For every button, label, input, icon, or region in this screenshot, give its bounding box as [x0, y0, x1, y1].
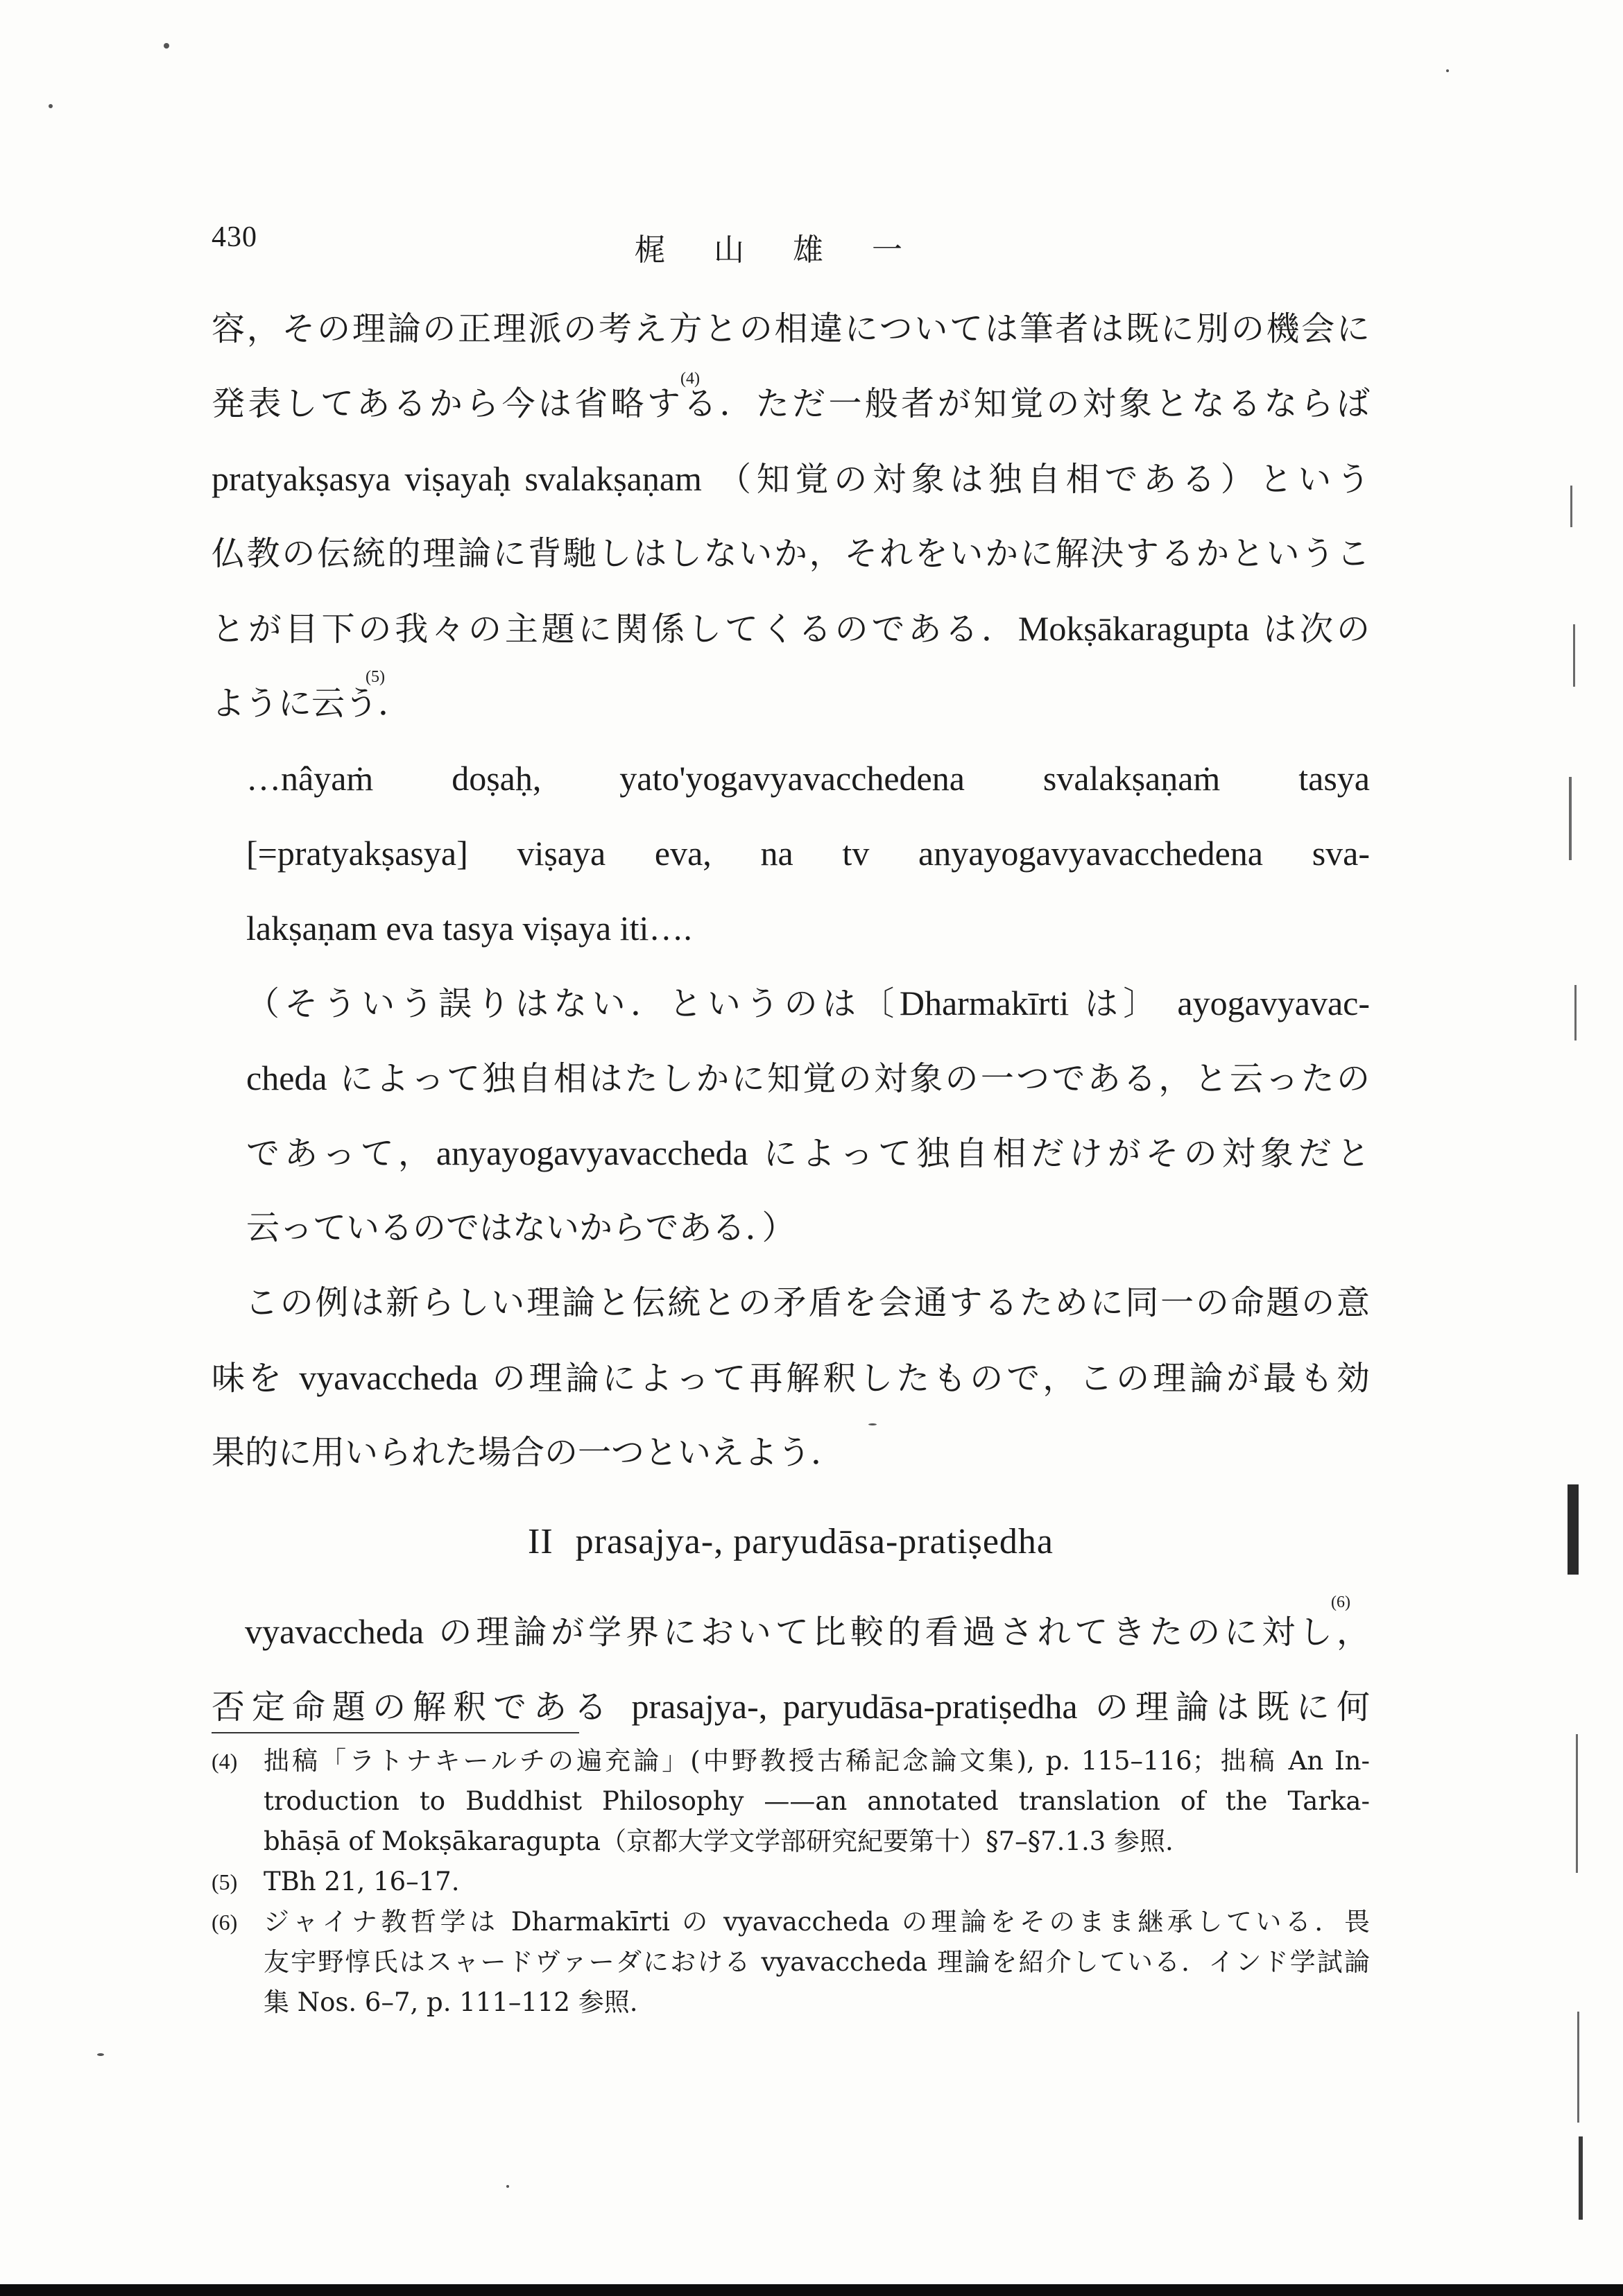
page-header: [212, 221, 1363, 269]
sanskrit-quote-line-1: …nâyaṁ doṣaḥ, yato'yogavyavacchedena svalakṣaṇaṁ tasya: [246, 759, 1370, 798]
paragraph-3-line-1-rest: の理論が学界において比較的看過されてきたのに対し，: [438, 1613, 1370, 1652]
footnote-ref-5: (5): [366, 668, 385, 686]
name-dharmakirti: Dharmakīrti: [899, 984, 1070, 1022]
paragraph-2-line-2: [212, 1340, 1370, 1415]
footnote-line: ジャイナ教哲学は Dharmakīrti の vyavaccheda の理論をそのまま継承している．畏: [264, 1907, 1370, 1937]
paragraph-3-line-2-b: の理論は既に何: [1094, 1688, 1370, 1727]
paragraph-1-line-3: [212, 441, 1370, 516]
term-anyayogavyavaccheda: anyayogavyavaccheda: [436, 1133, 748, 1172]
footnote-separator: [212, 1732, 579, 1733]
footnote-line: bhāṣā of Mokṣākaragupta（京都大学文学部研究紀要第十）§7–§7.1.3 参照.: [264, 1826, 1174, 1856]
section-title: prasajya-, paryudāsa-pratiṣedha: [575, 1522, 1054, 1561]
edge-mark: [1569, 777, 1572, 860]
term-prasajya-paryudasa: prasajya-, paryudāsa-pratiṣedha: [631, 1687, 1078, 1726]
term-vyavaccheda: vyavaccheda: [299, 1358, 479, 1397]
sanskrit-quote-line-2: [=pratyakṣasya] viṣaya eva, na tv anyayogavyavacchedena sva-: [246, 834, 1370, 873]
page-number: 430: [212, 221, 257, 253]
paragraph-1-line-2: [212, 366, 1370, 441]
sanskrit-phrase: pratyakṣasya viṣayaḥ svalakṣaṇam: [212, 459, 702, 498]
paragraph-1-line-6: [212, 666, 1370, 741]
author-name: Mokṣākaragupta: [1017, 609, 1250, 648]
term-cheda: cheda: [246, 1059, 327, 1097]
paragraph-1-line-3-rest: （知覚の対象は独自相である）という: [717, 460, 1370, 499]
paragraph-2-line-2-b: の理論によって再解釈したもので，この理論が最も効: [492, 1359, 1370, 1398]
term-ayogavyavaccheda: ayogavyavac-: [1177, 984, 1370, 1022]
edge-mark: [1573, 624, 1575, 687]
translation-line-3-b: によって独自相だけがその対象だと: [763, 1134, 1370, 1173]
scan-bottom-edge: [0, 2284, 1623, 2296]
scan-edge-noise: [1568, 416, 1588, 2254]
paragraph-1-line-5: [212, 591, 1370, 666]
speck: [506, 2185, 509, 2188]
footnote-4: [212, 1741, 1370, 1862]
paragraph-2-line-2-a: 味を: [212, 1359, 285, 1398]
speck: [97, 2053, 104, 2056]
footnote-number: (6): [212, 1910, 238, 1935]
footnote-number: (5): [212, 1869, 238, 1894]
translation-line-1-b: は〕: [1084, 984, 1162, 1023]
paragraph-1-line-1: 容，その理論の正理派の考え方との相違については筆者は既に別の機会に: [212, 309, 1370, 348]
section-heading: [212, 1490, 1370, 1594]
term-vyavaccheda-2: vyavaccheda: [245, 1612, 424, 1651]
edge-mark: [1576, 1734, 1578, 1873]
footnote-ref-4: (4): [680, 370, 700, 388]
footnote-line: 拙稿「ラトナキールチの遍充論」(中野教授古稀記念論文集), p. 115–116；拙稿 An In-: [264, 1746, 1370, 1776]
edge-mark: [1574, 985, 1577, 1040]
speck: [868, 1423, 877, 1425]
footnote-line: 集 Nos. 6–7, p. 111–112 参照.: [264, 1987, 638, 2017]
translation-line-3: [212, 1115, 1370, 1190]
footnote-line: 友宇野惇氏はスャードヴァーダにおける vyavaccheda 理論を紹介している．インド学試論: [264, 1947, 1370, 1977]
edge-mark: [1579, 2136, 1583, 2220]
footnote-line: TBh 21, 16–17.: [264, 1867, 460, 1896]
edge-mark: [1577, 2012, 1579, 2123]
speck: [49, 104, 53, 108]
section-numeral: II: [528, 1522, 553, 1561]
translation-line-2: [212, 1040, 1370, 1115]
footnotes: [212, 1741, 1370, 2023]
footnote-line: troduction to Buddhist Philosophy ——an annotated translation of the Tarka-: [264, 1786, 1370, 1816]
paragraph-1-line-5-a: とが目下の我々の主題に関係してくるのである．: [212, 610, 1018, 649]
speck: [164, 43, 169, 49]
paragraph-3-line-2-a: 否定命題の解釈である: [212, 1688, 615, 1727]
translation-line-1-a: （そういう誤りはない．というのは〔: [246, 984, 900, 1023]
running-head-author: 梶山雄一: [635, 232, 951, 268]
edge-mark: [1568, 1484, 1579, 1575]
footnote-6: [212, 1902, 1370, 2023]
translation-line-3-a: であって，: [246, 1134, 436, 1173]
footnote-number: (4): [212, 1749, 238, 1774]
edge-mark: [1570, 486, 1572, 527]
footnote-ref-6: (6): [1331, 1593, 1350, 1611]
translation-line-2-rest: によって独自相はたしかに知覚の対象の一つである，と云ったの: [340, 1059, 1370, 1098]
paragraph-2-line-3: 果的に用いられた場合の一つといえよう．: [212, 1433, 845, 1472]
translation-line-4: 云っているのではないからである．）: [246, 1208, 796, 1247]
footnote-5: [212, 1862, 1370, 1902]
paragraph-2-line-1: この例は新らしい理論と伝統との矛盾を会通するために同一の命題の意: [245, 1283, 1370, 1322]
body-text: [212, 291, 1370, 1744]
paragraph-1-line-5-b: は次の: [1263, 610, 1370, 649]
speck: [1446, 69, 1449, 72]
translation-line-1: [212, 966, 1370, 1040]
paragraph-1-line-6-text: ように云う．: [212, 684, 412, 723]
sanskrit-quote-line-3: lakṣaṇam eva tasya viṣaya iti….: [246, 909, 692, 948]
paragraph-1-line-4: 仏教の伝統的理論に背馳しはしないか，それをいかに解決するかというこ: [212, 534, 1370, 573]
paragraph-3-line-1: [212, 1594, 1370, 1669]
paragraph-1-line-2-text: 発表してあるから今は省略する．ただ一般者が知覚の対象となるならば: [212, 384, 1370, 423]
